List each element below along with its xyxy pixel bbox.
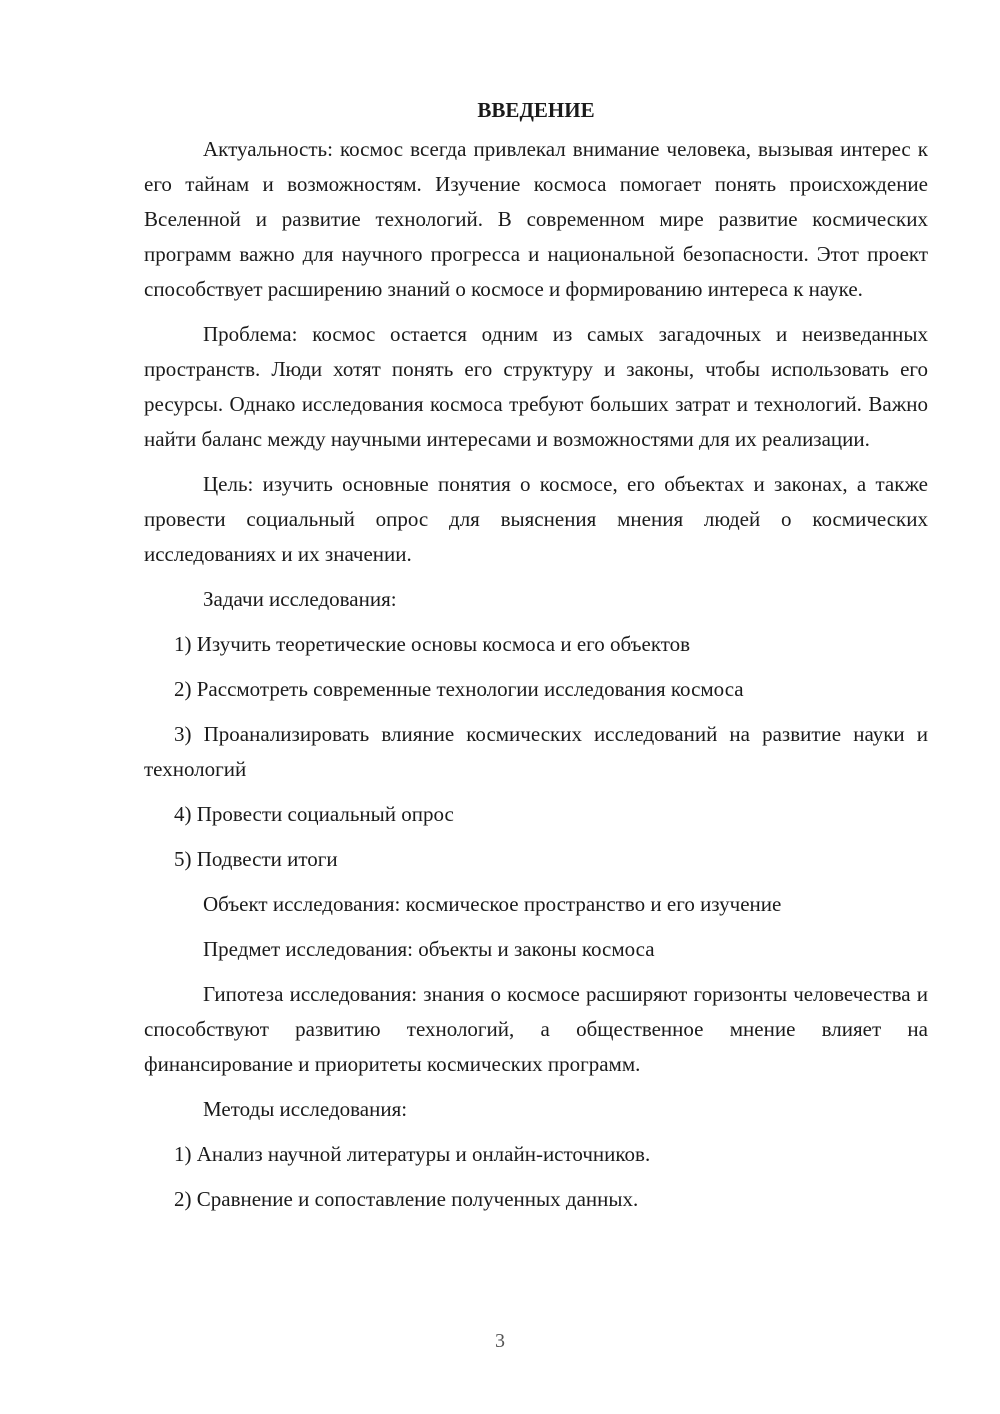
task-item-4: 4) Провести социальный опрос [174, 802, 454, 826]
task-item-5: 5) Подвести итоги [174, 847, 338, 871]
page-number: 3 [495, 1330, 505, 1352]
object-line: Объект исследования: космическое пространство и его изучение [203, 892, 782, 916]
relevance-paragraph: Актуальность: космос всегда привлекал внимание человека, вызывая интерес к его тайнам и возможностям. Изучение космоса помогает понять происхождение Вселенной и развитие технологий. В современном мире развитие космических программ важно для научного прогресса и национальной безопасности. Этот проект способствует расширению знаний о космосе и формированию интереса к науке. [144, 137, 928, 301]
task-item-3: 3) Проанализировать влияние космических исследований на развитие науки и технологий [144, 722, 928, 781]
method-item-2: 2) Сравнение и сопоставление полученных данных. [174, 1187, 639, 1211]
goal-paragraph: Цель: изучить основные понятия о космосе, его объектах и законах, а также провести социальный опрос для выяснения мнения людей о космических исследованиях и их значении. [144, 472, 928, 566]
methods-heading: Методы исследования: [203, 1097, 408, 1121]
task-item-1: 1) Изучить теоретические основы космоса и его объектов [174, 632, 691, 656]
tasks-heading: Задачи исследования: [203, 587, 397, 611]
page-content [144, 92, 928, 1227]
page-title: ВВЕДЕНИЕ [477, 98, 595, 122]
problem-paragraph: Проблема: космос остается одним из самых загадочных и неизведанных пространств. Люди хотят понять его структуру и законы, чтобы использовать его ресурсы. Однако исследования космоса требуют больших затрат и технологий. Важно найти баланс между научными интересами и возможностями для их реализации. [144, 322, 928, 451]
subject-line: Предмет исследования: объекты и законы космоса [203, 937, 655, 961]
task-item-2: 2) Рассмотреть современные технологии исследования космоса [174, 677, 744, 701]
method-item-1: 1) Анализ научной литературы и онлайн-источников. [174, 1142, 651, 1166]
hypothesis-paragraph: Гипотеза исследования: знания о космосе расширяют горизонты человечества и способствуют развитию технологий, а общественное мнение влияет на финансирование и приоритеты космических программ. [144, 982, 928, 1076]
